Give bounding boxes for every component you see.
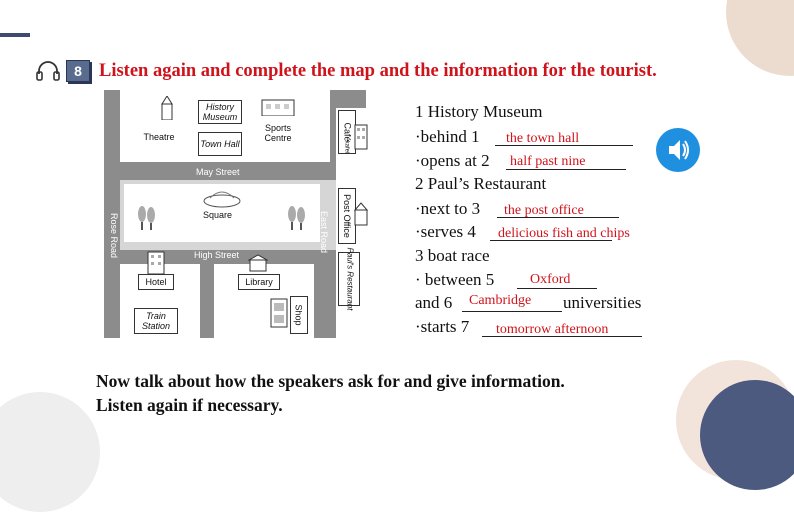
cafe-handwritten-note: kafei	[343, 140, 350, 154]
theatre-tower-icon	[160, 96, 174, 120]
info-line-10: ·starts 7	[415, 317, 470, 336]
shop-icon	[270, 298, 288, 328]
train-station-building	[134, 308, 178, 334]
square-label: Square	[203, 210, 233, 220]
answer-2: half past nine	[510, 154, 586, 169]
sports-centre-building	[256, 120, 300, 146]
instruction-text: Listen again and complete the map and the information for the tourist.	[99, 61, 657, 81]
theatre-label: Theatre	[143, 132, 175, 142]
library-label: Library	[245, 277, 273, 287]
info-line-7: 3 boat race	[415, 246, 490, 265]
info-line-5: ·next to 3	[415, 199, 481, 218]
fountain-icon	[200, 186, 244, 208]
rose-road-label: Rose Road	[109, 213, 119, 259]
answer-4: delicious fish and chips	[498, 226, 630, 241]
answer-7: tomorrow afternoon	[496, 322, 609, 337]
library-icon	[248, 254, 268, 272]
footer-line-2: Listen again if necessary.	[96, 395, 283, 415]
sports-centre-label: Sports Centre	[264, 123, 292, 143]
speaker-icon	[656, 128, 700, 172]
history-museum-label: History Museum	[202, 102, 238, 122]
cafe-building-icon	[354, 124, 368, 150]
shop-label: Shop	[294, 304, 304, 326]
high-street-label: High Street	[194, 250, 240, 260]
sports-centre-icon	[260, 96, 296, 116]
trees-left-icon	[136, 204, 158, 230]
town-hall-label: Town Hall	[200, 139, 240, 149]
answer-5: Oxford	[530, 272, 571, 287]
info-line-9-end: universities	[563, 293, 642, 312]
exercise-number-badge: 8	[66, 60, 90, 82]
info-line-9-start: and 6	[415, 293, 453, 312]
shop-building	[290, 296, 308, 334]
train-station-label: Train Station	[141, 311, 171, 331]
post-office-label: Post Office	[342, 194, 353, 238]
post-office-icon	[354, 202, 368, 226]
trees-right-icon	[286, 204, 308, 230]
library-building	[238, 274, 280, 290]
pauls-restaurant-label: Paul's Restaurant	[345, 247, 354, 311]
answer-1: the town hall	[506, 131, 580, 146]
decorative-line	[0, 33, 30, 37]
answer-3: the post office	[504, 203, 584, 218]
east-road-label: East Road	[319, 211, 329, 254]
info-line-3: ·opens at 2	[415, 151, 490, 170]
theatre-building	[138, 122, 180, 152]
hotel-icon	[146, 250, 166, 274]
info-line-6: ·serves 4	[415, 222, 476, 241]
hotel-building	[138, 274, 174, 290]
info-line-1: 1 History Museum	[415, 102, 543, 121]
info-line-2: ·behind 1	[415, 127, 480, 146]
town-map	[104, 90, 366, 338]
hotel-label: Hotel	[145, 277, 167, 287]
decorative-circle-bottom-left	[0, 392, 100, 512]
cafe-label: Café	[342, 122, 353, 142]
pauls-restaurant-building	[338, 247, 360, 311]
decorative-circle-top-right	[726, 0, 794, 76]
footer-line-1: Now talk about how the speakers ask for and give information.	[96, 371, 565, 391]
may-street-label: May Street	[196, 167, 240, 177]
town-hall-building	[198, 132, 242, 156]
info-line-8: · between 5	[415, 270, 495, 289]
headphones-icon	[35, 60, 61, 82]
info-line-4: 2 Paul’s Restaurant	[415, 174, 547, 193]
answer-6: Cambridge	[469, 293, 532, 308]
history-museum-building	[198, 100, 242, 124]
audio-play-button[interactable]	[656, 128, 700, 172]
